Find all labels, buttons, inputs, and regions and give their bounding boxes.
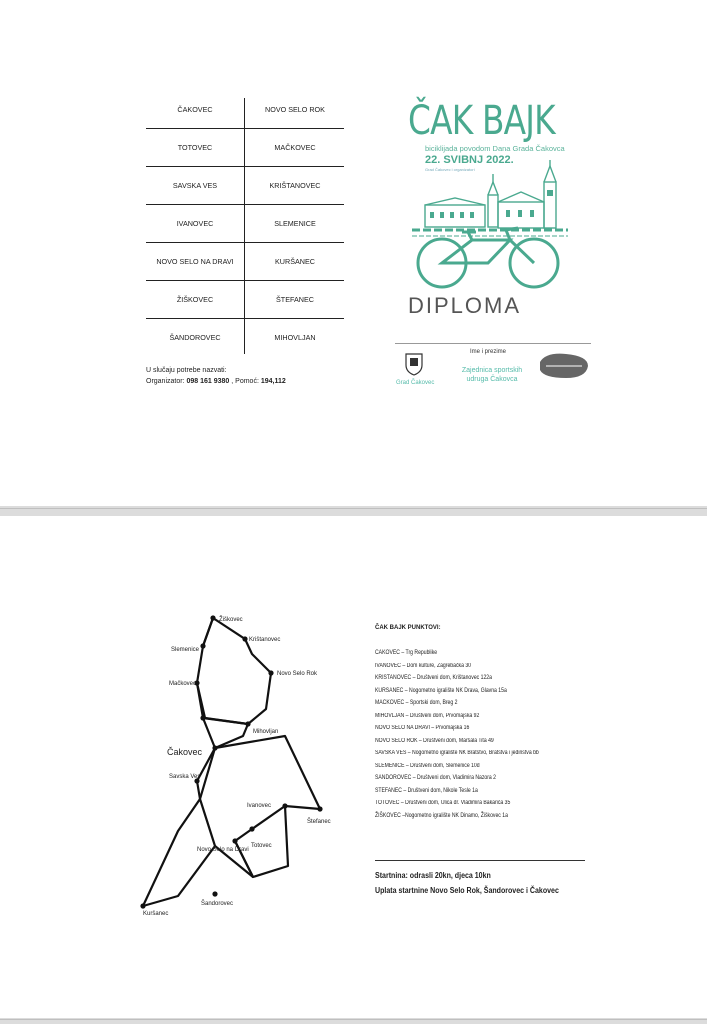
diploma-page-front <box>0 0 707 506</box>
help-phone: 194,112 <box>260 378 286 385</box>
checkpoint-left: NOVO SELO NA DRAVI <box>156 257 234 266</box>
checkpoint-right: MIHOVLJAN <box>274 333 316 342</box>
checkpoint-left: SAVSKA VES <box>172 181 218 190</box>
footprint-logo-icon <box>536 350 592 382</box>
table-row <box>146 91 344 129</box>
city-name: Grad Čakovec <box>396 380 435 386</box>
checkpoint-right: NOVO SELO ROK <box>265 105 325 114</box>
list-item: NOVO SELO ROK – Društveni dom, Maršala Tita 49 <box>375 737 494 744</box>
checkpoint-left: ČAKOVEC <box>177 105 213 114</box>
event-date: 22. SVIBNJ 2022. <box>425 154 514 166</box>
page-divider <box>0 508 707 509</box>
name-line <box>395 343 591 344</box>
list-item: KURŠANEC – Nogometno igralište NK Drava, Glavna 15a <box>375 687 507 694</box>
list-item: KRIŠTANOVEC – Društveni dom, Krištanovec 122a <box>375 675 492 681</box>
list-item: ŠANDOROVEC – Društveni dom, Vladimira Nazora 2 <box>375 775 497 781</box>
map-label: Slemenice <box>171 647 200 653</box>
list-item: IVANOVEC – Dom kulture, Zagrebačka 30 <box>375 662 471 669</box>
list-item: MIHOVLJAN – Društveni dom, Prvomajska 92 <box>375 712 480 719</box>
map-label: Mačkovec <box>169 681 197 687</box>
association-name: Zajednica sportskih udruga Čakovca <box>461 367 523 383</box>
list-item: ŠTEFANEC – Društveni dom, Nikole Tesle 1a <box>375 787 478 794</box>
map-label: Totovec <box>251 843 272 849</box>
map-label: Kuršanec <box>143 911 169 916</box>
contact-note: U slučaju potrebe nazvati: Organizator: 098 161 9380 , Pomoć: 194,112 <box>146 367 286 385</box>
map-label: Novo Selo na Dravi <box>197 847 249 853</box>
list-item: SLEMENICE – Društveni dom, Slemenice 10d <box>375 762 480 769</box>
fee-info <box>375 868 559 898</box>
list-item: ČAKOVEC – Trg Republike <box>375 650 438 656</box>
checkpoint-right: KRIŠTANOVEC <box>269 181 321 190</box>
map-label: Šandorovec <box>201 901 234 907</box>
list-item: ŽIŠKOVEC –Nogometno igralište NK Dinamo, Žiškovec 1a <box>375 812 508 819</box>
payment-line: Uplata startnine Novo Selo Rok, Šandorovec i Čakovec <box>375 886 559 895</box>
checkpoint-right: KURŠANEC <box>275 257 315 266</box>
map-label: Novo Selo Rok <box>277 671 318 677</box>
diploma-heading: DIPLOMA <box>408 293 522 318</box>
map-label: Čakovec <box>167 747 203 757</box>
checkpoint-left: TOTOVEC <box>177 143 213 152</box>
table-row <box>146 243 344 281</box>
name-label: Ime i prezime <box>470 349 507 355</box>
organizer-phone: 098 161 9380 <box>186 378 230 385</box>
event-title: ČAK BAJK <box>408 98 555 144</box>
checkpoints-list <box>375 650 568 825</box>
checkpoint-left: IVANOVEC <box>176 219 214 228</box>
checkpoint-right: ŠTEFANEC <box>276 295 314 304</box>
table-row <box>146 205 344 243</box>
list-divider <box>375 860 585 861</box>
checkpoint-left: ŽIŠKOVEC <box>176 295 214 304</box>
table-row <box>146 167 344 205</box>
list-item: NOVO SELO NA DRAVI – Prvomajska 16 <box>375 725 470 731</box>
table-row <box>146 319 344 357</box>
checkpoint-right: SLEMENICE <box>274 219 316 228</box>
page-divider <box>0 1019 707 1020</box>
route-map <box>135 611 335 916</box>
city-bicycle-illustration <box>410 160 570 290</box>
checkpoint-left: ŠANDOROVEC <box>169 333 221 342</box>
list-item: SAVSKA VES – Nogometno igralište NK Bratstvo, Bratstva i jedinstva bb <box>375 750 539 756</box>
table-row <box>146 129 344 167</box>
map-label: Savska Ves <box>169 774 201 780</box>
map-label: Krištanovec <box>249 637 281 643</box>
event-organizers: Grad Čakovec i organizatori <box>425 167 475 172</box>
map-label: Žiškovec <box>219 617 243 623</box>
city-coat-of-arms-icon <box>404 352 424 376</box>
diploma-page-back <box>0 516 707 1018</box>
map-label: Mihovljan <box>253 729 279 735</box>
map-label: Štefanec <box>307 819 331 825</box>
event-subtitle: biciklijada povodom Dana Grada Čakovca <box>425 144 565 153</box>
map-label: Ivanovec <box>247 803 272 809</box>
checkpoint-right: MAČKOVEC <box>274 143 316 152</box>
table-row <box>146 281 344 319</box>
checkpoints-heading: ČAK BAJK PUNKTOVI: <box>375 625 441 631</box>
list-item: TOTOVEC – Društveni dom, Ulica dr. Vladimira Bakarića 35 <box>375 800 511 806</box>
fee-line: Startnina: odrasli 20kn, djeca 10kn <box>375 871 491 880</box>
list-item: MAČKOVEC – Sportski dom, Breg 2 <box>375 700 458 706</box>
